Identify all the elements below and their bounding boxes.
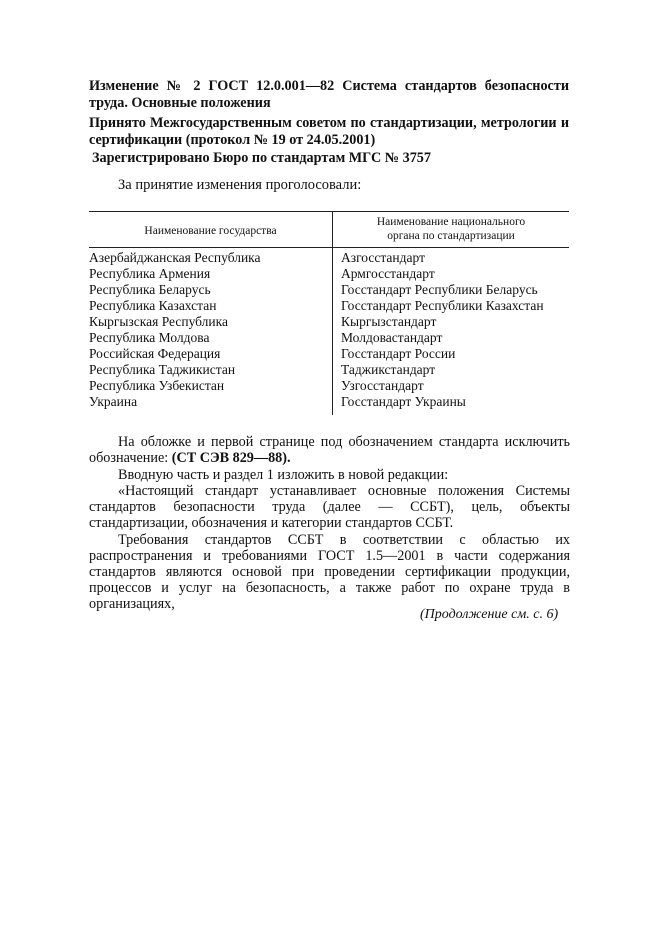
- table-header-rule: [89, 247, 569, 248]
- table-row: [89, 346, 569, 362]
- state-cell: Республика Армения: [89, 266, 211, 281]
- continuation-note: (Продолжение см. с. 6): [420, 607, 559, 622]
- table-row: [89, 394, 569, 410]
- table-row: [89, 378, 569, 394]
- paragraph-cover-change-text: На обложке и первой странице под обозначением стандарта исключить обозначение:: [89, 434, 570, 466]
- state-cell: Республика Таджикистан: [89, 362, 236, 377]
- table-row: [89, 282, 569, 298]
- state-cell: Республика Молдова: [89, 330, 210, 345]
- voting-table-body: [89, 250, 569, 410]
- organization-cell: Госстандарт Республики Казахстан: [341, 298, 544, 313]
- voting-intro: За принятие изменения проголосовали:: [118, 177, 362, 193]
- table-row: [89, 298, 569, 314]
- table-row: [89, 250, 569, 266]
- table-row: [89, 362, 569, 378]
- paragraph-cover-change: [89, 434, 570, 466]
- state-cell: Республика Узбекистан: [89, 378, 225, 393]
- amendment-title: Изменение № 2 ГОСТ 12.0.001—82 Система стандартов безопасности труда. Основные положения: [89, 78, 569, 111]
- paragraph-new-edition: Вводную часть и раздел 1 изложить в новой редакции:: [118, 467, 449, 483]
- organization-cell: Таджикстандарт: [341, 362, 436, 377]
- table-row: [89, 314, 569, 330]
- table-row: [89, 330, 569, 346]
- state-cell: Украина: [89, 394, 138, 409]
- state-cell: Азербайджанская Республика: [89, 250, 261, 265]
- state-cell: Республика Казахстан: [89, 298, 217, 313]
- organization-cell: Молдовастандарт: [341, 330, 443, 345]
- column-header-organization-line2: органа по стандартизации: [387, 230, 515, 242]
- paragraph-standard-scope: «Настоящий стандарт устанавливает основные положения Системы стандартов безопасности труда (далее — ССБТ), цель, объекты стандартизации, обозначения и категории стандартов ССБТ.: [89, 483, 570, 531]
- table-top-rule: [89, 211, 569, 212]
- table-row: [89, 266, 569, 282]
- organization-cell: Азгосстандарт: [341, 250, 425, 265]
- paragraph-requirements: Требования стандартов ССБТ в соответствии с областью их распространения и требованиями ГОСТ 1.5—2001 в части содержания стандартов являются основой при проведении сертификации продукции, процессов и услуг на безопасность, а также работ по охране труда в организациях,: [89, 532, 570, 612]
- organization-cell: Армгосстандарт: [341, 266, 435, 281]
- column-header-organization-line1: Наименование национального: [376, 216, 526, 228]
- state-cell: Республика Беларусь: [89, 282, 211, 297]
- column-header-state: Наименование государства: [144, 225, 277, 237]
- column-header-organization: [333, 215, 569, 243]
- state-cell: Российская Федерация: [89, 346, 221, 361]
- state-cell: Кыргызская Республика: [89, 314, 228, 329]
- organization-cell: Госстандарт Республики Беларусь: [341, 282, 538, 297]
- organization-cell: Кыргызстандарт: [341, 314, 437, 329]
- removed-designation: (СТ СЭВ 829—88).: [171, 450, 291, 466]
- adoption-statement: Принято Межгосударственным советом по стандартизации, метрологии и сертификации (протокол № 19 от 24.05.2001): [89, 115, 569, 148]
- organization-cell: Узгосстандарт: [341, 378, 424, 393]
- organization-cell: Госстандарт Украины: [341, 394, 466, 409]
- organization-cell: Госстандарт России: [341, 346, 456, 361]
- registration-statement: Зарегистрировано Бюро по стандартам МГС № 3757: [92, 150, 431, 166]
